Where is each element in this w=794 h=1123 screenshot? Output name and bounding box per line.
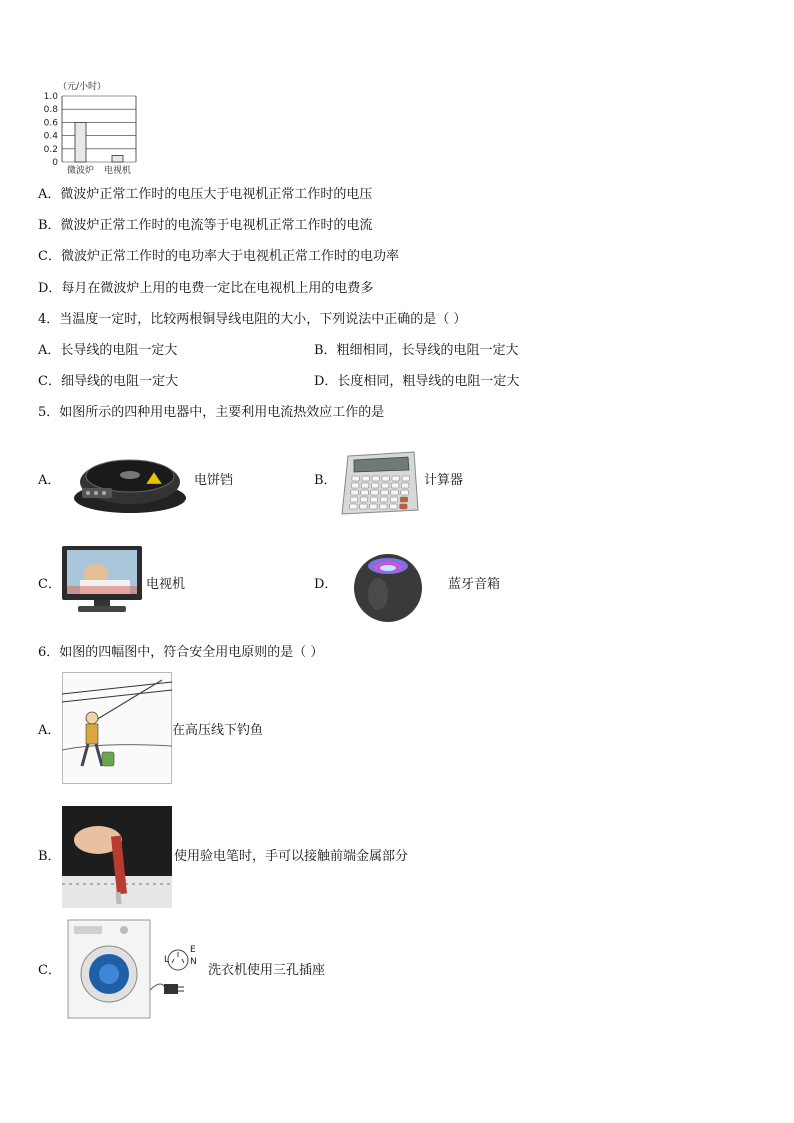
q5-option-c-caption: 电视机 (146, 577, 186, 592)
calculator-key (390, 497, 398, 502)
q4-option-b: B．粗细相同，长导线的电阻一定大 (314, 343, 519, 358)
calculator-key (400, 504, 408, 509)
calculator-key (362, 476, 370, 481)
calculator-key (371, 483, 379, 488)
calculator-key (382, 476, 390, 481)
calculator-key (350, 497, 358, 502)
calculator-key (381, 490, 389, 495)
calculator-key (402, 476, 410, 481)
chart-y-tick-label: 0.8 (43, 105, 58, 116)
q5-option-a-letter: A． (38, 473, 61, 488)
calculator-key (380, 504, 388, 509)
chart-grid (62, 96, 136, 162)
q5-option-d-caption: 蓝牙音箱 (448, 577, 501, 592)
calculator-image (338, 450, 420, 516)
calculator-key (381, 483, 389, 488)
q5-option-c-letter: C． (38, 577, 61, 592)
chart-y-tick-label: 1.0 (43, 92, 58, 102)
q4-option-c: C．细导线的电阻一定大 (38, 374, 178, 389)
chart-y-tick-label: 0.4 (43, 131, 58, 142)
calculator-key (361, 483, 369, 488)
washing-machine-three-pin-socket-image (66, 918, 208, 1020)
calculator-key (370, 497, 378, 502)
calculator-key (370, 504, 378, 509)
calculator-key (361, 490, 369, 495)
television-image (60, 544, 144, 618)
calculator-key (360, 497, 368, 502)
calculator-key (401, 483, 409, 488)
q4-option-a: A．长导线的电阻一定大 (38, 343, 178, 358)
test-pencil-image (62, 806, 172, 908)
q4-stem: 4．当温度一定时，比较两根铜导线电阻的大小，下列说法中正确的是（ ） (38, 312, 467, 327)
q5-stem: 5．如图所示的四种用电器中，主要利用电流热效应工作的是 (38, 405, 385, 420)
calculator-key (391, 490, 399, 495)
calculator-key (401, 490, 409, 495)
bluetooth-speaker-image (350, 548, 426, 624)
q3-option-b: B．微波炉正常工作时的电流等于电视机正常工作时的电流 (38, 218, 373, 233)
calculator-key (350, 504, 358, 509)
q6-stem: 6．如图的四幅图中，符合安全用电原则的是（ ） (38, 645, 324, 660)
calculator-key (372, 476, 380, 481)
electricity-cost-bar-chart (38, 78, 148, 178)
chart-bars (75, 122, 123, 162)
q5-option-b-letter: B． (314, 473, 337, 488)
q6-option-c-caption: 洗衣机使用三孔插座 (208, 963, 326, 978)
socket-earth-label: E (190, 945, 196, 955)
q4-option-d: D．长度相同，粗导线的电阻一定大 (314, 374, 520, 389)
chart-y-ticks (44, 92, 59, 168)
socket-neutral-label: N (190, 957, 197, 967)
calculator-key (371, 490, 379, 495)
electric-griddle-image (68, 448, 186, 516)
chart-x-ticks (67, 164, 131, 176)
q6-option-a-caption: 在高压线下钓鱼 (172, 723, 264, 738)
chart-x-tick-label: 电视机 (103, 166, 132, 176)
q5-option-a-caption: 电饼铛 (194, 473, 234, 488)
fishing-under-power-line-image (62, 672, 172, 784)
socket-live-label: L (164, 955, 170, 965)
calculator-key (390, 504, 398, 509)
q6-option-b-letter: B． (38, 849, 61, 864)
calculator-key (351, 483, 359, 488)
chart-y-tick-label: 0.2 (43, 144, 58, 155)
chart-y-tick-label: 0 (52, 158, 58, 168)
chart-bar (75, 122, 86, 162)
calculator-key (360, 504, 368, 509)
q6-option-c-letter: C． (38, 963, 61, 978)
q6-option-b-caption: 使用验电笔时，手可以接触前端金属部分 (174, 849, 409, 864)
chart-bar (112, 155, 123, 162)
q5-option-b-caption: 计算器 (424, 473, 464, 488)
calculator-key (380, 497, 388, 502)
q5-option-d-letter: D． (314, 577, 338, 592)
q3-option-d: D．每月在微波炉上用的电费一定比在电视机上用的电费多 (38, 281, 374, 296)
chart-y-axis-label: （元/小时） (58, 82, 107, 92)
calculator-key (400, 497, 408, 502)
calculator-key (392, 476, 400, 481)
calculator-key (352, 476, 360, 481)
calculator-key (391, 483, 399, 488)
chart-y-tick-label: 0.6 (43, 118, 58, 129)
calculator-key (351, 490, 359, 495)
chart-x-tick-label: 微波炉 (66, 166, 95, 176)
q6-option-a-letter: A． (38, 723, 61, 738)
q3-option-c: C．微波炉正常工作时的电功率大于电视机正常工作时的电功率 (38, 249, 399, 264)
q3-option-a: A．微波炉正常工作时的电压大于电视机正常工作时的电压 (38, 187, 373, 202)
